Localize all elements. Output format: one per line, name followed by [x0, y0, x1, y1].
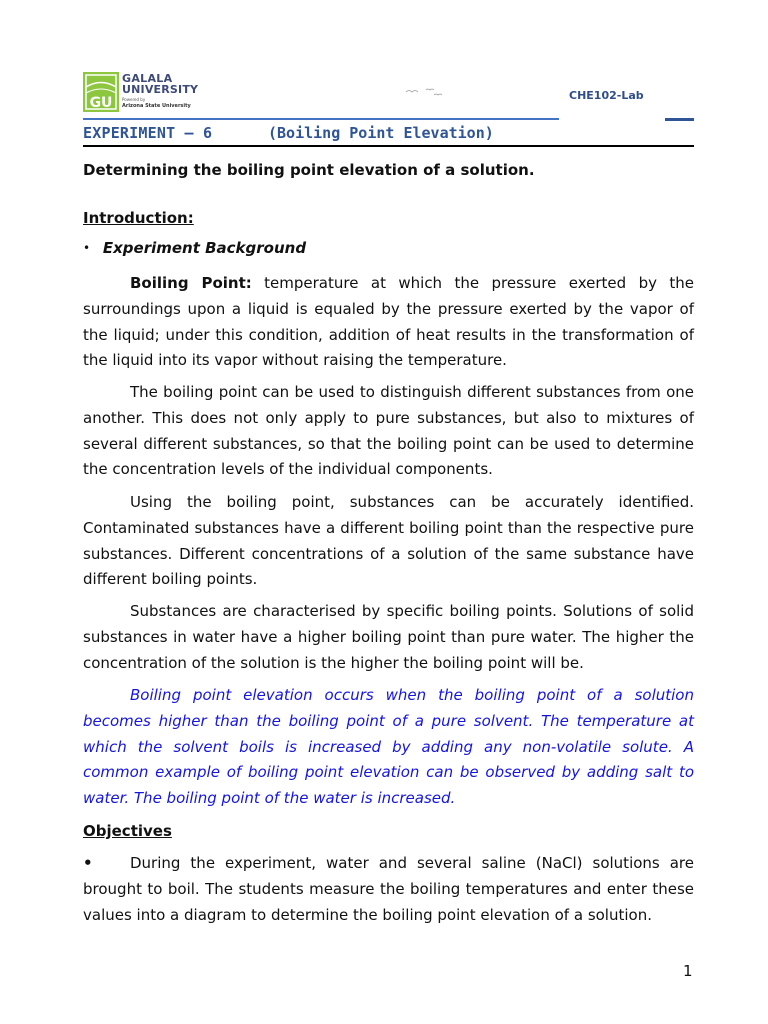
- logo-powered-by: Powered by: [122, 97, 146, 102]
- university-logo: [83, 72, 203, 114]
- logo-name-line1: GALALA: [122, 72, 173, 85]
- objective-text: During the experiment, water and several saline (NaCl) solutions are brought to boil. The students measure the boiling temperatures and enter these values into a diagram to determine the boiling point elevation of a solution.: [83, 854, 694, 924]
- aim-statement: Determining the boiling point elevation of a solution.: [83, 161, 535, 179]
- bullet-icon: •: [83, 241, 91, 255]
- header-rule-left: [83, 118, 559, 120]
- logo-name-line2: UNIVERSITY: [122, 83, 199, 96]
- background-bullet-item: [83, 239, 306, 257]
- intro-heading: Introduction:: [83, 209, 194, 227]
- objectives-heading: Objectives: [83, 822, 172, 840]
- header-rule-right: [665, 118, 694, 121]
- bp-definition: temperature at which the pressure exerted by the surroundings upon a liquid is equaled by the pressure exerted by the vapor of the liquid; under this condition, addition of heat results in the transformation of the liquid into its vapor without raising the temperature.: [83, 274, 695, 370]
- experiment-label: EXPERIMENT – 6: [83, 124, 213, 142]
- objective-bullet-icon: •: [83, 854, 93, 872]
- paragraph-3: Using the boiling point, substances can be accurately identified. Contaminated substances have a different boiling point than the respective pure substances. Different concentrations of a solution of the same substance have different boiling points.: [83, 493, 694, 589]
- background-heading: Experiment Background: [102, 239, 307, 257]
- boiling-point-elevation-paragraph: Boiling point elevation occurs when the boiling point of a solution becomes higher than the boiling point of a pure solvent. The temperature at which the solvent boils is increased by adding any non-volatile solute. A common example of boiling point elevation can be observed by adding salt to water. The boiling point of the water is increased.: [83, 686, 694, 808]
- bp-term: Boiling Point:: [130, 274, 252, 292]
- experiment-topic: (Boiling Point Elevation): [268, 124, 494, 142]
- svg-text:GU: GU: [89, 95, 113, 111]
- page-number: 1: [683, 962, 693, 980]
- logo-asu: Arizona State University: [122, 103, 191, 109]
- course-code: CHE102-Lab: [569, 89, 644, 102]
- paragraph-4: Substances are characterised by specific boiling points. Solutions of solid substances in water have a higher boiling point than pure water. The higher the concentration of the solution is the higher the boiling point will be.: [83, 602, 694, 672]
- boiling-point-paragraph: [83, 271, 694, 374]
- galala-logo-icon: [83, 72, 119, 112]
- objective-item: [83, 851, 694, 928]
- title-rule: [83, 145, 694, 147]
- birds-decoration-icon: [404, 86, 444, 98]
- paragraph-2: The boiling point can be used to distinguish different substances from one another. This does not only apply to pure substances, but also to mixtures of several different substances, so that the boiling point can be used to determine the concentration levels of the individual components.: [83, 383, 694, 479]
